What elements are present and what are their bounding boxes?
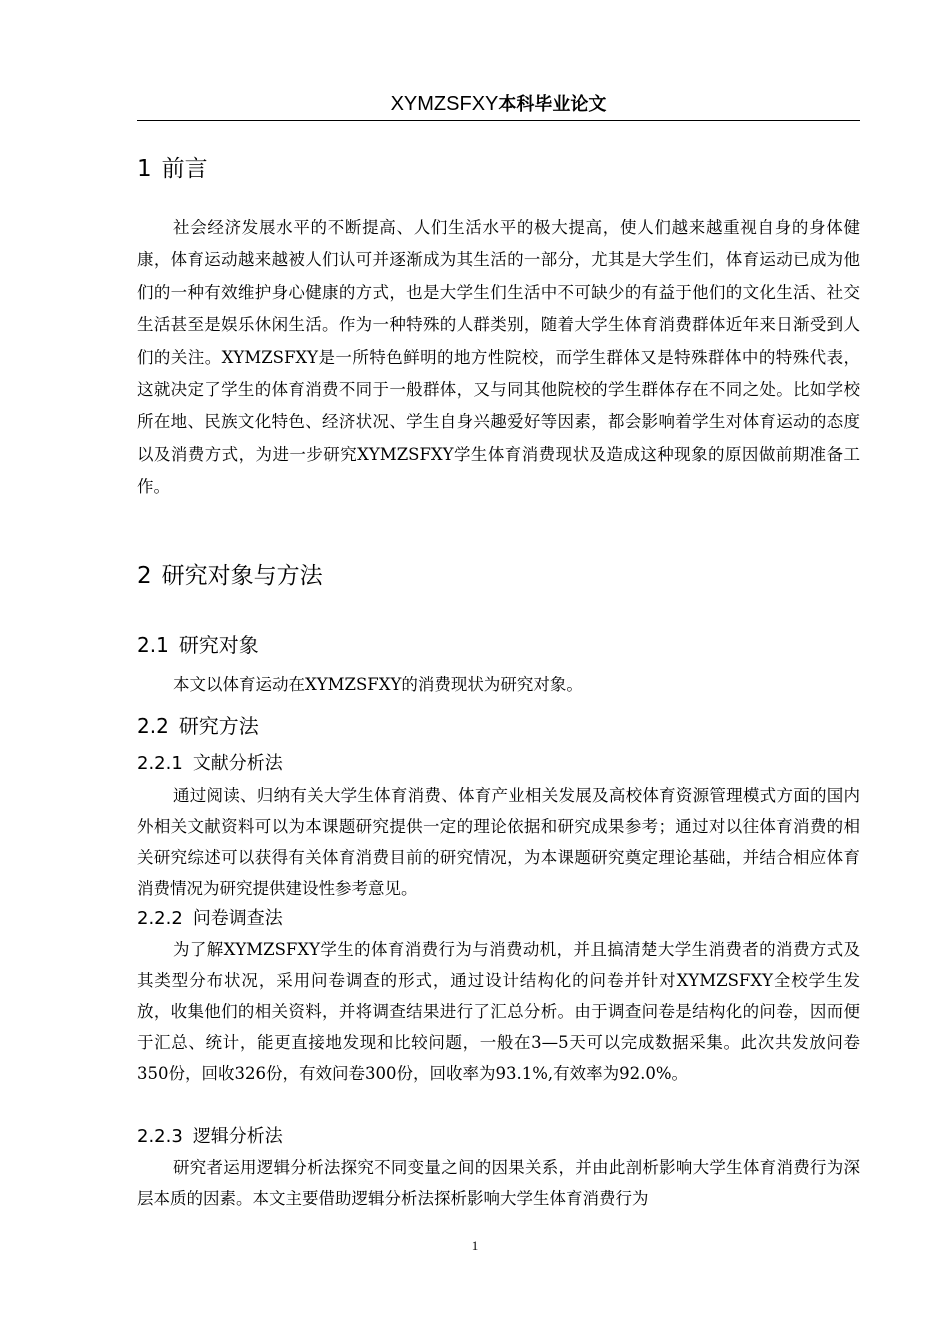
heading-text: 研究对象 [178,633,259,657]
heading-section-2-1 [137,631,259,659]
heading-section-1 [137,154,208,184]
heading-text: 问卷调查法 [192,908,283,929]
heading-number: 2.2.2 [137,908,183,929]
heading-number: 2.1 [137,633,169,657]
paragraph-questionnaire: 为了解XYMZSFXY学生的体育消费行为与消费动机，并且搞清楚大学生消费者的消费方式及其类型分布状况，采用问卷调查的形式，通过设计结构化的问卷并针对XYMZSFXY全校学生发放，收集他们的相关资料，并将调查结果进行了汇总分析。由于调查问卷是结构化的问卷，因而便于汇总、统计，能更直接地发现和比较问题，一般在3—5天可以完成数据采集。此次共发放问卷350份，回收326份，有效问卷300份，回收率为93.1%,有效率为92.0%。 [137,940,860,1083]
heading-text: 逻辑分析法 [192,1126,283,1147]
heading-number: 1 [137,156,152,182]
header-title-cjk: 本科毕业论文 [498,94,607,115]
heading-section-2-2 [137,712,259,740]
paragraph-logic-analysis: 研究者运用逻辑分析法探究不同变量之间的因果关系，并由此剖析影响大学生体育消费行为深层本质的因素。本文主要借助逻辑分析法探析影响大学生体育消费行为 [137,1158,860,1208]
heading-text: 前言 [161,156,208,182]
heading-section-2-2-1 [137,751,283,777]
paragraph-literature-analysis: 通过阅读、归纳有关大学生体育消费、体育产业相关发展及高校体育资源管理模式方面的国内外相关文献资料可以为本课题研究提供一定的理论依据和研究成果参考；通过对以往体育消费的相关研究综述可以获得有关体育消费目前的研究情况，为本课题研究奠定理论基础，并结合相应体育消费情况为研究提供建设性参考意见。 [137,786,860,898]
heading-number: 2.2.1 [137,753,183,774]
heading-number: 2.2.3 [137,1126,183,1147]
heading-text: 研究对象与方法 [161,563,323,589]
heading-number: 2 [137,563,152,589]
heading-section-2-2-2 [137,906,283,932]
header-title [137,91,860,118]
page-number: 1 [471,1238,479,1253]
heading-number: 2.2 [137,714,169,738]
heading-text: 文献分析法 [192,753,283,774]
heading-section-2-2-3 [137,1124,283,1150]
paragraph-introduction: 社会经济发展水平的不断提高、人们生活水平的极大提高，使人们越来越重视自身的身体健康，体育运动越来越被人们认可并逐渐成为其生活的一部分，尤其是大学生们，体育运动已成为他们的一种有效维护身心健康的方式，也是大学生们生活中不可缺少的有益于他们的文化生活、社交生活甚至是娱乐休闲生活。作为一种特殊的人群类别，随着大学生体育消费群体近年来日渐受到人们的关注。XYMZSFXY是一所特色鲜明的地方性院校，而学生群体又是特殊群体中的特殊代表，这就决定了学生的体育消费不同于一般群体，又与同其他院校的学生群体存在不同之处。比如学校所在地、民族文化特色、经济状况、学生自身兴趣爱好等因素，都会影响着学生对体育运动的态度以及消费方式，为进一步研究XYMZSFXY学生体育消费现状及造成这种现象的原因做前期准备工作。 [137,218,860,497]
heading-text: 研究方法 [178,714,259,738]
paragraph-research-object: 本文以体育运动在XYMZSFXY的消费现状为研究对象。 [173,675,583,694]
header-title-latin: XYMZSFXY [390,93,499,115]
header-rule [137,120,860,121]
heading-section-2 [137,561,323,591]
